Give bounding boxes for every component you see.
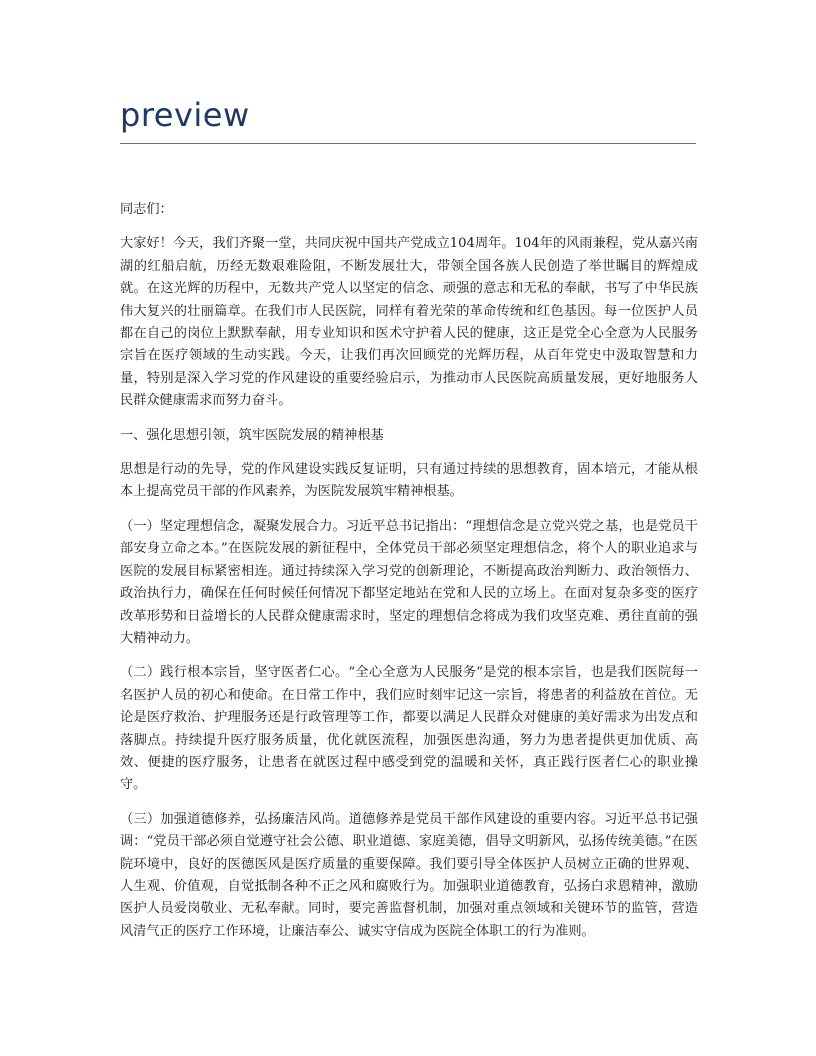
point-paragraph-1: （一）坚定理想信念，凝聚发展合力。习近平总书记指出：“理想信念是立党兴党之基，也是党员干部安身立命之本。”在医院发展的新征程中，全体党员干部必须坚定理想信念，将个人的职业追求与医院的发展目标紧密相连。通过持续深入学习党的创新理论，不断提高政治判断力、政治领悟力、政治执行力，确保在任何时候任何情况下都坚定地站在党和人民的立场上。在面对复杂多变的医疗改革形势和日益增长的人民群众健康需求时，坚定的理想信念将成为我们攻坚克难、勇往直前的强大精神动力。 — [120, 518, 698, 646]
page-title: preview — [120, 96, 250, 134]
greeting: 同志们： — [120, 202, 173, 217]
section-heading: 一、强化思想引领，筑牢医院发展的精神根基 — [120, 427, 384, 443]
document-body — [120, 199, 698, 955]
point-paragraph-3: （三）加强道德修养，弘扬廉洁风尚。道德修养是党员干部作风建设的重要内容。习近平总书记强调：“党员干部必须自觉遵守社会公德、职业道德、家庭美德，倡导文明新风，弘扬传统美德。”在医院环境中，良好的医德医风是医疗质量的重要保障。我们要引导全体医护人员树立正确的世界观、人生观、价值观，自觉抵制各种不正之风和腐败行为。加强职业道德教育，弘扬白求恩精神，激励医护人员爱岗敬业、无私奉献。同时，要完善监督机制，加强对重点领域和关键环节的监管，营造风清气正的医疗工作环境，让廉洁奉公、诚实守信成为医院全体职工的行为准则。 — [120, 811, 698, 939]
title-divider — [120, 143, 696, 144]
intro-paragraph: 大家好！今天，我们齐聚一堂，共同庆祝中国共产党成立104周年。104年的风雨兼程，党从嘉兴南湖的红船启航，历经无数艰难险阻，不断发展壮大，带领全国各族人民创造了举世瞩目的辉煌成就。在这光辉的历程中，无数共产党人以坚定的信念、顽强的意志和无私的奉献，书写了中华民族伟大复兴的壮丽篇章。在我们市人民医院，同样有着光荣的革命传统和红色基因。每一位医护人员都在自己的岗位上默默奉献，用专业知识和医术守护着人民的健康，这正是党全心全意为人民服务宗旨在医疗领域的生动实践。今天，让我们再次回顾党的光辉历程，从百年党史中汲取智慧和力量，特别是深入学习党的作风建设的重要经验启示，为推动市人民医院高质量发展，更好地服务人民群众健康需求而努力奋斗。 — [120, 236, 698, 409]
section-intro-paragraph: 思想是行动的先导，党的作风建设实践反复证明，只有通过持续的思想教育，固本培元，才能从根本上提高党员干部的作风素养，为医院发展筑牢精神根基。 — [120, 462, 698, 500]
point-paragraph-2: （二）践行根本宗旨，坚守医者仁心。“全心全意为人民服务”是党的根本宗旨，也是我们医院每一名医护人员的初心和使命。在日常工作中，我们应时刻牢记这一宗旨，将患者的利益放在首位。无论是医疗救治、护理服务还是行政管理等工作，都要以满足人民群众对健康的美好需求为出发点和落脚点。持续提升医疗服务质量，优化就医流程，加强医患沟通，努力为患者提供更加优质、高效、便捷的医疗服务，让患者在就医过程中感受到党的温暖和关怀，真正践行医者仁心的职业操守。 — [120, 665, 698, 793]
